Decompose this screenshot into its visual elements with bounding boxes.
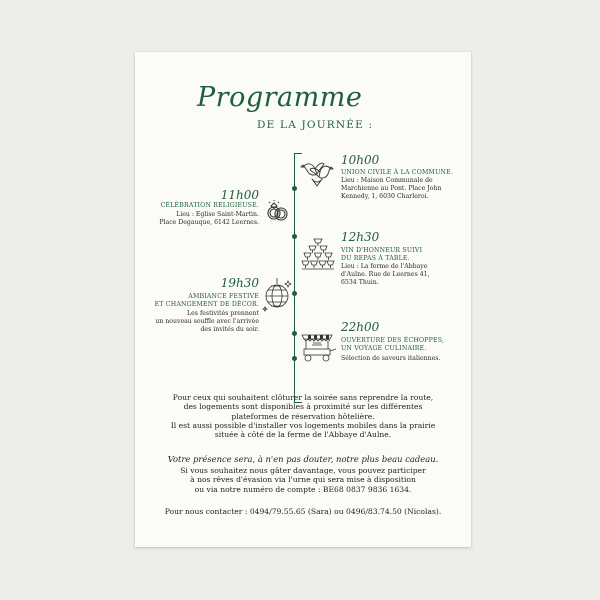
event-description: Les festivités prennent un nouveau souffle avec l'arrivée des invités du soir. — [155, 310, 259, 333]
event-title: UNION CIVILE À LA COMMUNE. — [341, 169, 453, 176]
event-title: OUVERTURE DES ÉCHOPPES, UN VOYAGE CULINAIRE. — [341, 337, 445, 352]
accommodation-paragraph: Pour ceux qui souhaitent clôturer la soirée sans reprendre la route, des logements sont disponibles à proximité sur les différentes plateformes de réservation hôtelière. Il est aussi possible d'installer vos logements mobiles dans la prairie située à côté de la ferme de l'Abbaye d'Aulne. — [170, 393, 436, 440]
champagne-tower-icon — [301, 237, 335, 277]
event-title: AMBIANCE FESTIVE ET CHANGEMENT DE DÉCOR. — [154, 293, 259, 308]
event-time: 10h00 — [341, 153, 380, 167]
event-title: VIN D'HONNEUR SUIVI DU REPAS À TABLE. — [341, 247, 423, 262]
title-subtitle: DE LA JOURNÉE : — [257, 119, 374, 131]
event-time: 11h00 — [220, 188, 259, 202]
event-time: 22h00 — [341, 320, 380, 334]
event-description: Lieu : La ferme de l'Abbaye d'Aulne. Rue de Leernes 41, 6534 Thuin. — [341, 263, 430, 286]
timeline-dot — [292, 331, 297, 336]
timeline-dot — [292, 234, 297, 239]
food-cart-icon — [298, 329, 338, 363]
quote: Votre présence sera, à n'en pas douter, notre plus beau cadeau. — [167, 454, 439, 464]
timeline-dot — [292, 291, 297, 296]
rings-icon — [265, 198, 291, 224]
event-description: Lieu : Eglise Saint-Martin. Place Degauque, 6142 Leernes. — [159, 211, 259, 226]
gift-paragraph: Si vous souhaitez nous gâter davantage, vous pouvez participer à nos rêves d'évasion via l'urne qui sera mise à disposition ou via notre numéro de compte : BE68 0837 9836 1634. — [180, 466, 426, 494]
contact-line: Pour nous contacter : 0494/79.55.65 (Sara) ou 0496/83.74.50 (Nicolas). — [164, 507, 442, 516]
doves-icon — [300, 158, 334, 190]
title-script: Programme — [197, 82, 363, 113]
event-title: CÉLÉBRATION RELIGIEUSE. — [160, 202, 259, 209]
invitation-card — [135, 52, 471, 547]
event-description: Lieu : Maison Communale de Marchienne au Pont. Place John Kennedy, 1, 6030 Charleroi. — [341, 177, 442, 200]
timeline-dot — [292, 186, 297, 191]
event-time: 12h30 — [341, 230, 380, 244]
event-description: Sélection de saveurs italiennes. — [341, 355, 441, 362]
timeline-dot — [292, 356, 297, 361]
disco-ball-icon — [262, 278, 292, 312]
event-time: 19h30 — [220, 276, 259, 290]
timeline-tick-top — [294, 153, 302, 154]
